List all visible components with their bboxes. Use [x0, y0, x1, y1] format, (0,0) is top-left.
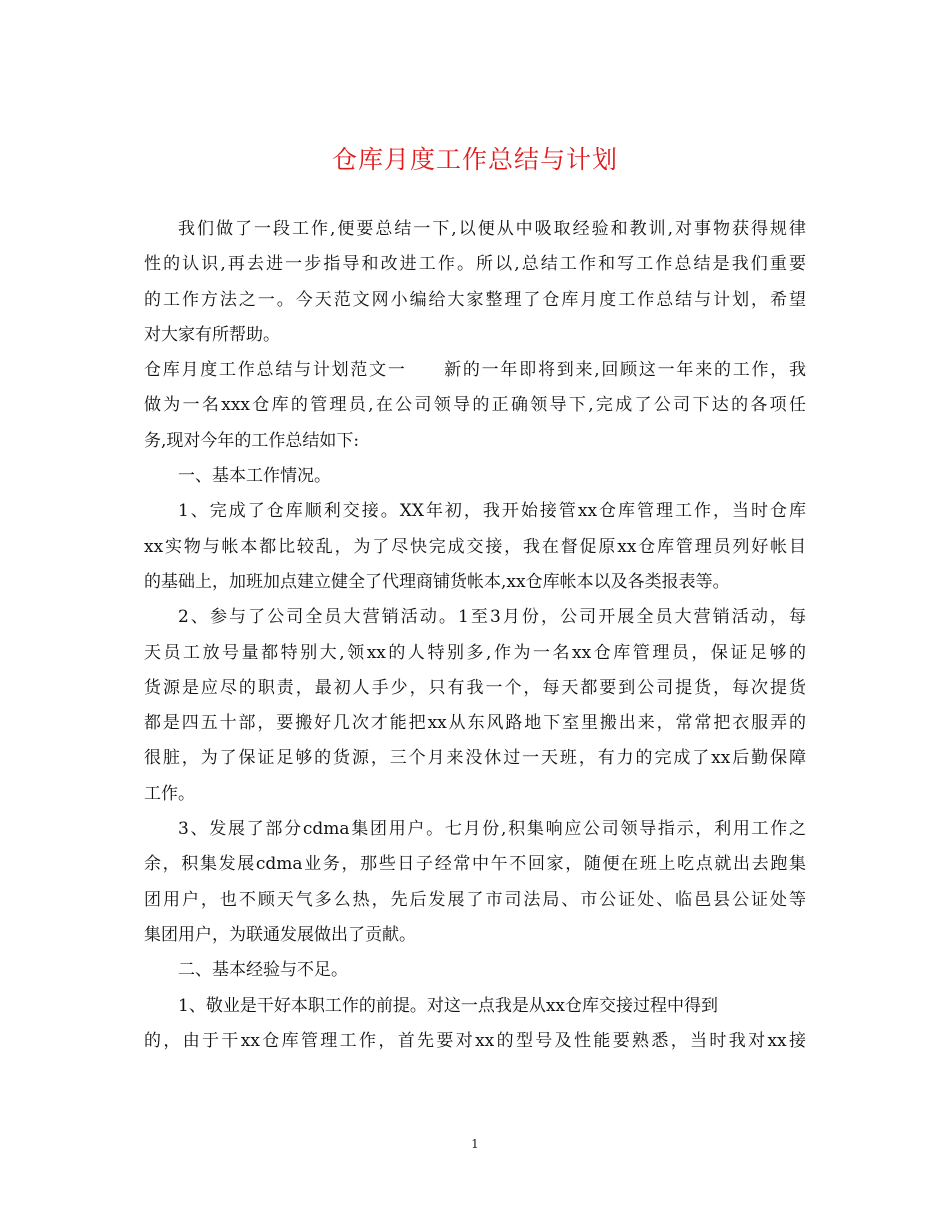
paragraph-line: 的，由于干xx仓库管理工作，首先要对xx的型号及性能要熟悉，当时我对xx接 [144, 1030, 806, 1051]
paragraph-line: 对大家有所帮助。 [144, 324, 280, 345]
paragraph-line: 集团用户，为联通发展做出了贡献。 [144, 924, 416, 945]
paragraph-line: 仓库月度工作总结与计划范文一 新的一年即将到来,回顾这一年来的工作，我 [144, 360, 806, 381]
paragraph-line: 的工作方法之一。今天范文网小编给大家整理了仓库月度工作总结与计划，希望 [144, 289, 806, 310]
paragraph-line: 我们做了一段工作,便要总结一下,以便从中吸取经验和教训,对事物获得规律 [178, 219, 806, 239]
paragraph-line: 做为一名xxx仓库的管理员,在公司领导的正确领导下,完成了公司下达的各项任 [144, 395, 806, 416]
paragraph-line: 团用户，也不顾天气多么热，先后发展了市司法局、市公证处、临邑县公证处等 [144, 889, 806, 910]
paragraph-line: 很脏，为了保证足够的货源，三个月来没休过一天班，有力的完成了xx后勤保障 [144, 748, 806, 769]
paragraph-line: xx实物与帐本都比较乱，为了尽快完成交接，我在督促原xx仓库管理员列好帐目 [144, 536, 806, 557]
paragraph-line: 3、发展了部分cdma集团用户。七月份,积集响应公司领导指示，利用工作之 [178, 819, 806, 840]
paragraph-line: 性的认识,再去进一步指导和改进工作。所以,总结工作和写工作总结是我们重要 [144, 254, 806, 275]
paragraph-line: 余，积集发展cdma业务，那些日子经常中午不回家，随便在班上吃点就出去跑集 [144, 854, 806, 875]
document-title: 仓库月度工作总结与计划 [331, 145, 618, 174]
paragraph-line: 天员工放号量都特别大,领xx的人特别多,作为一名xx仓库管理员，保证足够的 [144, 642, 806, 663]
paragraph-line: 1、敬业是干好本职工作的前提。对这一点我是从xx仓库交接过程中得到 [178, 995, 718, 1016]
paragraph-line: 的基础上，加班加点建立健全了代理商铺货帐本,xx仓库帐本以及各类报表等。 [144, 571, 730, 592]
page-number: 1 [471, 1137, 479, 1151]
paragraph-line: 1、完成了仓库顺利交接。XX年初，我开始接管xx仓库管理工作，当时仓库 [178, 501, 806, 522]
paragraph-line: 都是四五十部，要搬好几次才能把xx从东风路地下室里搬出来，常常把衣服弄的 [144, 713, 806, 734]
paragraph-line: 务,现对今年的工作总结如下: [144, 430, 360, 451]
document-body [144, 212, 806, 1059]
paragraph-line: 货源是应尽的职责，最初人手少，只有我一个，每天都要到公司提货，每次提货 [144, 677, 806, 698]
section-heading: 一、基本工作情况。 [178, 466, 331, 487]
paragraph-line: 工作。 [144, 783, 195, 804]
paragraph-line: 2、参与了公司全员大营销活动。1至3月份，公司开展全员大营销活动，每 [178, 607, 806, 628]
section-heading: 二、基本经验与不足。 [178, 960, 348, 981]
